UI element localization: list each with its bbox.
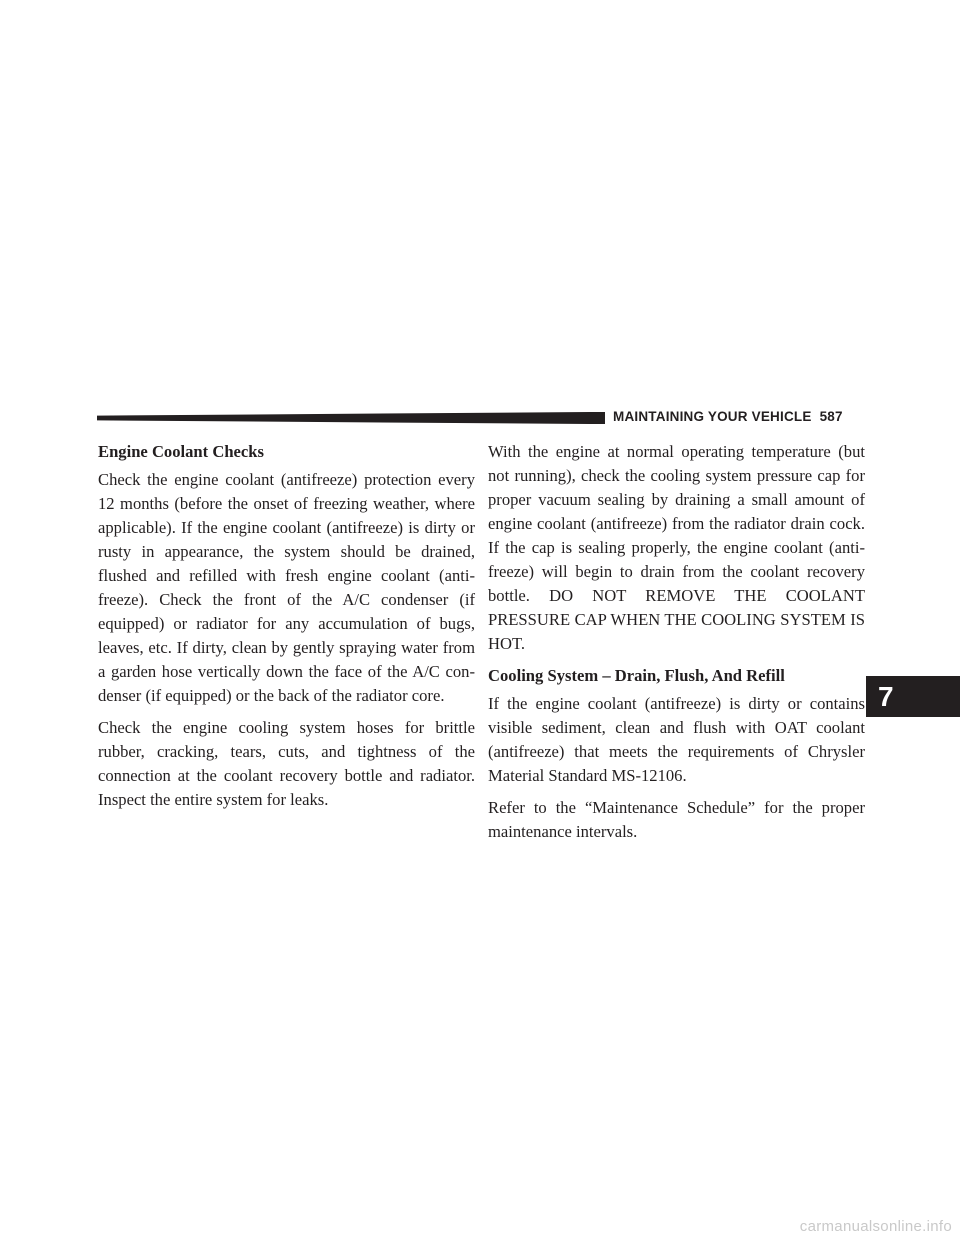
chapter-number: 7 [878,681,894,712]
right-column [488,440,865,852]
running-title: MAINTAINING YOUR VEHICLE [613,409,812,424]
paragraph: With the engine at normal operating temperature (but not running), check the cooling system pressure cap for proper vacuum sealing by draining a small amount of engine coolant (antifreeze) from the radiator drain cock. If the cap is sealing properly, the engine coolant (antifreeze) will begin to drain from the coolant recovery bottle. DO NOT REMOVE THE COOLANT PRESSURE CAP WHEN THE COOLING SYSTEM IS HOT. [488,442,865,653]
watermark: carmanualsonline.info [799,1218,952,1235]
chapter-tab [866,676,960,717]
section-heading-engine-coolant-checks: Engine Coolant Checks [98,442,264,461]
left-column [98,440,475,820]
paragraph: Check the engine cooling system hoses for brittle rubber, cracking, tears, cuts, and tightness of the connection at the coolant recovery bottle and radiator. Inspect the entire system for leaks. [98,718,475,809]
paragraph: Check the engine coolant (antifreeze) protection every 12 months (before the onset of freezing weather, where applicable). If the engine coolant (antifreeze) is dirty or rusty in appearance, the system should be drained, flushed and refilled with fresh engine coolant (antifreeze). Check the front of the A/C condenser (if equipped) or radiator for any accumulation of bugs, leaves, etc. If dirty, clean by gently spraying water from a garden hose vertically down the face of the A/C condenser (if equipped) or the back of the radiator core. [98,470,475,705]
running-head [613,409,843,424]
paragraph: If the engine coolant (antifreeze) is dirty or contains visible sediment, clean and flush with OAT coolant (antifreeze) that meets the requirements of Chrysler Material Standard MS-12106. [488,694,865,785]
header-rule [97,412,605,424]
paragraph: Refer to the “Maintenance Schedule” for the proper maintenance intervals. [488,798,865,841]
page-number: 587 [819,409,843,424]
section-heading-drain-flush-refill: Cooling System – Drain, Flush, And Refill [488,666,785,685]
